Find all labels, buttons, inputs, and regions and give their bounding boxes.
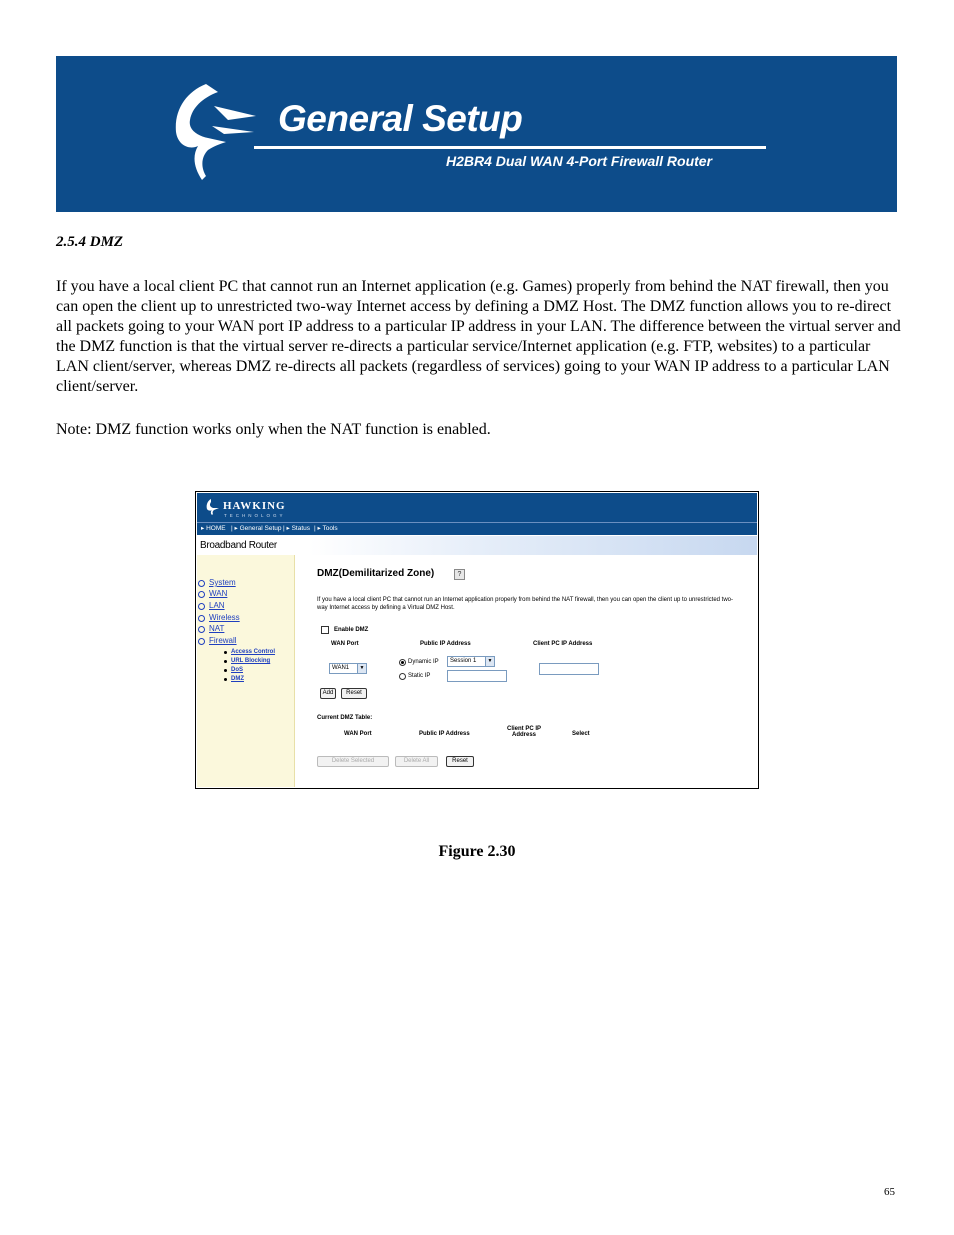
- dmz-heading: DMZ(Demilitarized Zone): [317, 568, 435, 579]
- header-banner: [56, 56, 897, 212]
- sidebar-sub-dos[interactable]: DoS: [231, 667, 243, 673]
- chevron-down-icon: ▼: [357, 664, 366, 673]
- sidebar-sub-url-blocking[interactable]: URL Blocking: [231, 658, 271, 664]
- delete-selected-button[interactable]: Delete Selected: [317, 756, 389, 767]
- sidebar-sub-access-control[interactable]: Access Control: [231, 649, 276, 655]
- page-number: 65: [884, 1186, 895, 1198]
- sidebar-item-nat[interactable]: NAT: [209, 624, 225, 633]
- static-ip-input[interactable]: [447, 670, 507, 682]
- dmz-screenshot: [195, 491, 759, 789]
- banner-subtitle: H2BR4 Dual WAN 4-Port Firewall Router: [446, 153, 713, 169]
- help-icon[interactable]: ?: [454, 569, 465, 580]
- router-nav: [197, 522, 757, 535]
- nav-general-setup[interactable]: | ▸ General Setup: [231, 525, 282, 532]
- tbl-col-public-ip: Public IP Address: [419, 731, 470, 737]
- nav-tools[interactable]: | ▸ Tools: [314, 525, 338, 532]
- hawking-logo-icon: [205, 498, 221, 516]
- wan-port-value: WAN1: [332, 665, 350, 671]
- sidebar-item-firewall[interactable]: Firewall: [209, 636, 237, 645]
- col-public-ip: Public IP Address: [420, 641, 471, 647]
- sidebar-item-wan[interactable]: WAN: [209, 589, 228, 598]
- tbl-col-select: Select: [572, 731, 590, 737]
- sidebar-item-wireless[interactable]: Wireless: [209, 613, 240, 622]
- wan-port-select[interactable]: [329, 663, 367, 674]
- router-sidebar: [197, 555, 295, 787]
- reset-button[interactable]: Reset: [341, 688, 367, 699]
- static-ip-radio[interactable]: [399, 673, 406, 680]
- nav-status[interactable]: | ▸ Status: [283, 525, 311, 532]
- table-reset-button[interactable]: Reset: [446, 756, 474, 767]
- delete-all-button[interactable]: Delete All: [395, 756, 438, 767]
- figure-caption: Figure 2.30: [438, 843, 516, 860]
- add-button[interactable]: Add: [320, 688, 336, 699]
- dmz-panel: [295, 555, 757, 787]
- dynamic-ip-radio[interactable]: [399, 659, 406, 666]
- note-text: Note: DMZ function works only when the NAT function is enabled.: [56, 421, 491, 438]
- router-title-bar: [197, 536, 757, 555]
- static-ip-label: Static IP: [408, 673, 431, 679]
- enable-dmz-checkbox[interactable]: [321, 626, 329, 634]
- tbl-col-wan-port: WAN Port: [344, 731, 372, 737]
- router-header: [197, 493, 757, 522]
- brand-sub: TECHNOLOGY: [224, 513, 286, 518]
- sidebar-item-lan[interactable]: LAN: [209, 601, 225, 610]
- session-value: Session 1: [450, 658, 477, 664]
- session-select[interactable]: [447, 656, 495, 667]
- col-wan-port: WAN Port: [331, 641, 359, 647]
- nav-home[interactable]: ▸ HOME: [201, 525, 226, 532]
- brand-name: HAWKING: [223, 500, 286, 512]
- tbl-col-client-ip: Client PC IP Address: [506, 726, 541, 738]
- dmz-table-title: Current DMZ Table:: [317, 715, 373, 721]
- banner-title: General Setup: [278, 98, 523, 139]
- col-client-ip: Client PC IP Address: [533, 641, 593, 647]
- sidebar-sub-dmz[interactable]: DMZ: [231, 676, 244, 682]
- chevron-down-icon: ▼: [485, 657, 494, 666]
- section-heading: 2.5.4 DMZ: [56, 234, 124, 250]
- hawk-logo-icon: [168, 76, 260, 188]
- client-ip-input[interactable]: [539, 663, 599, 675]
- dmz-description: If you have a local client PC that cannot run an Internet application properly from behind the NAT firewall, then you can open the client up to unrestricted two-way Internet access by defining a Virtual DMZ Host.: [317, 597, 734, 611]
- enable-dmz-label: Enable DMZ: [334, 627, 369, 633]
- sidebar-item-system[interactable]: System: [209, 578, 236, 587]
- router-label: Broadband Router: [200, 540, 277, 551]
- body-paragraph: If you have a local client PC that cannot run an Internet application (e.g. Games) properly from behind the NAT firewall, then you can open the client up to unrestricted two-way Internet access by defining a DMZ Host. The DMZ function allows you to re-direct all packets going to your WAN port IP address to a particular IP address in your LAN. The difference between the virtual server and the DMZ function is that the virtual server re-directs a particular service/Internet application (e.g. FTP, websites) to a particular LAN client/server, whereas DMZ re-directs all packets (regardless of services) going to your WAN IP address to a particular LAN client/server.: [56, 278, 901, 395]
- banner-rule: [254, 146, 766, 149]
- dynamic-ip-label: Dynamic IP: [408, 659, 439, 665]
